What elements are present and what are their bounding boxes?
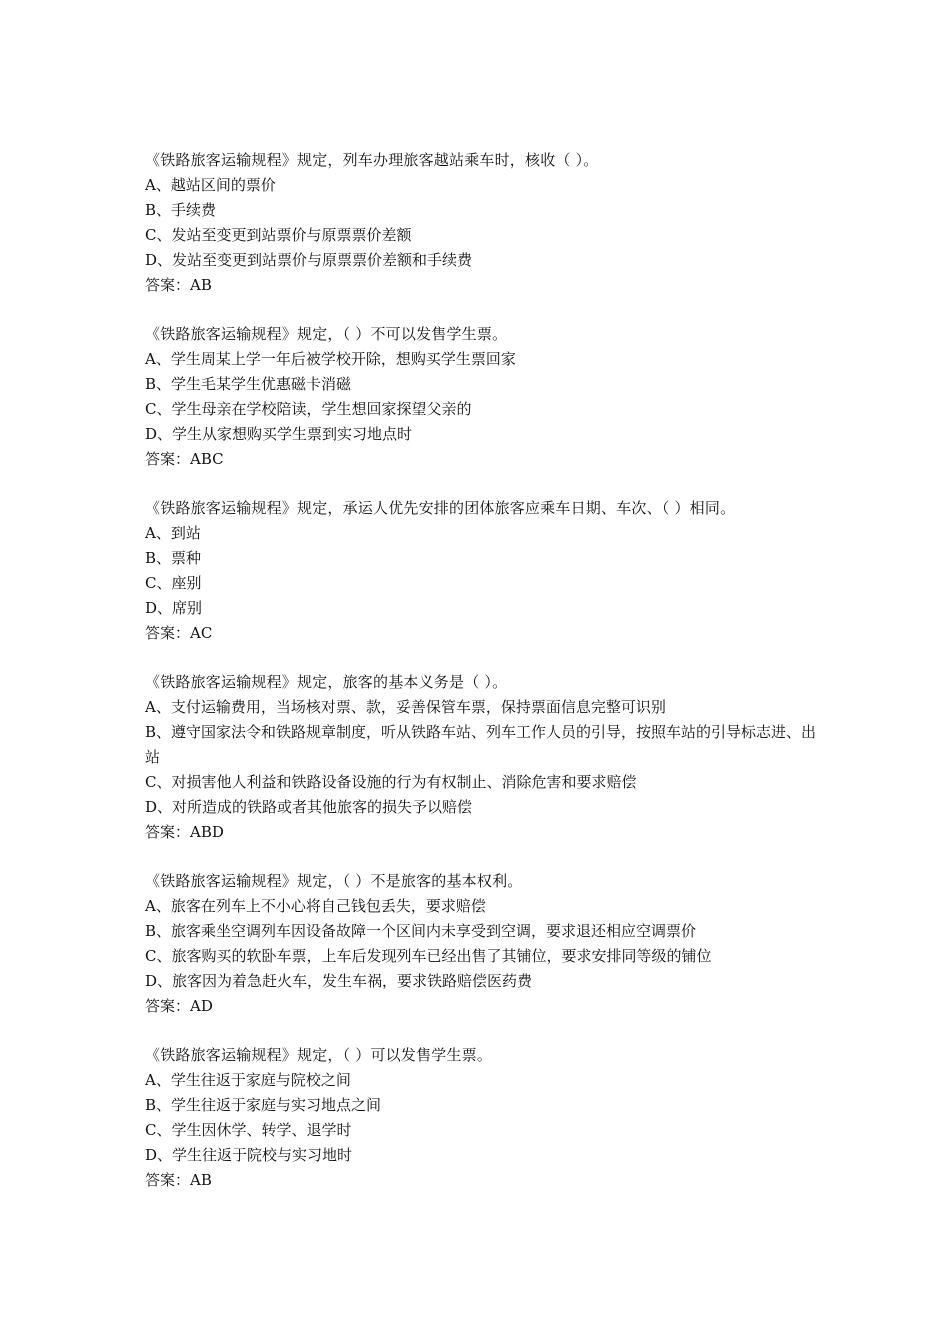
option-b: B、手续费	[145, 201, 217, 219]
option-b: B、学生往返于家庭与实习地点之间	[145, 1096, 382, 1114]
option-d: D、对所造成的铁路或者其他旅客的损失予以赔偿	[145, 798, 473, 816]
question-4	[145, 670, 825, 845]
document-page	[145, 148, 825, 1217]
option-b: B、票种	[145, 549, 202, 567]
question-title: 《铁路旅客运输规程》规定，（ ）不可以发售学生票。	[145, 325, 508, 343]
option-b: B、旅客乘坐空调列车因设备故障一个区间内未享受到空调，要求退还相应空调票价	[145, 922, 697, 940]
option-c: C、旅客购买的软卧车票，上车后发现列车已经出售了其铺位，要求安排同等级的铺位	[145, 947, 712, 965]
option-c: C、座别	[145, 574, 202, 592]
answer: 答案：AD	[145, 997, 213, 1015]
option-c: C、对损害他人利益和铁路设备设施的行为有权制止、消除危害和要求赔偿	[145, 773, 637, 791]
option-c: C、学生因休学、转学、退学时	[145, 1121, 352, 1139]
answer: 答案：ABD	[145, 823, 224, 841]
question-3	[145, 496, 825, 646]
option-b: B、学生毛某学生优惠磁卡消磁	[145, 375, 352, 393]
question-6	[145, 1043, 825, 1193]
question-1	[145, 148, 825, 298]
option-a: A、到站	[145, 524, 201, 542]
answer: 答案：AC	[145, 624, 213, 642]
answer: 答案：ABC	[145, 450, 224, 468]
option-a: A、越站区间的票价	[145, 176, 276, 194]
option-d: D、学生从家想购买学生票到实习地点时	[145, 425, 413, 443]
question-title: 《铁路旅客运输规程》规定，（ ）不是旅客的基本权利。	[145, 872, 523, 890]
option-d: D、学生往返于院校与实习地时	[145, 1146, 353, 1164]
answer: 答案：AB	[145, 1171, 212, 1189]
option-a: A、支付运输费用，当场核对票、款，妥善保管车票，保持票面信息完整可识别	[145, 698, 666, 716]
question-title: 《铁路旅客运输规程》规定，（ ）可以发售学生票。	[145, 1046, 493, 1064]
option-a: A、旅客在列车上不小心将自己钱包丢失，要求赔偿	[145, 897, 486, 915]
option-a: A、学生周某上学一年后被学校开除，想购买学生票回家	[145, 350, 516, 368]
question-title: 《铁路旅客运输规程》规定，承运人优先安排的团体旅客应乘车日期、车次、（ ）相同。	[145, 499, 736, 517]
option-d: D、旅客因为着急赶火车，发生车祸，要求铁路赔偿医药费	[145, 972, 533, 990]
option-d: D、席别	[145, 599, 203, 617]
option-b: B、遵守国家法令和铁路规章制度，听从铁路车站、列车工作人员的引导，按照车站的引导标志进、出站	[145, 723, 817, 766]
question-2	[145, 322, 825, 472]
question-title: 《铁路旅客运输规程》规定，列车办理旅客越站乘车时，核收（ ）。	[145, 151, 599, 169]
question-5	[145, 869, 825, 1019]
option-a: A、学生往返于家庭与院校之间	[145, 1071, 351, 1089]
option-d: D、发站至变更到站票价与原票票价差额和手续费	[145, 251, 473, 269]
option-c: C、学生母亲在学校陪读，学生想回家探望父亲的	[145, 400, 472, 418]
option-c: C、发站至变更到站票价与原票票价差额	[145, 226, 412, 244]
question-title: 《铁路旅客运输规程》规定，旅客的基本义务是（ ）。	[145, 673, 508, 691]
answer: 答案：AB	[145, 276, 212, 294]
